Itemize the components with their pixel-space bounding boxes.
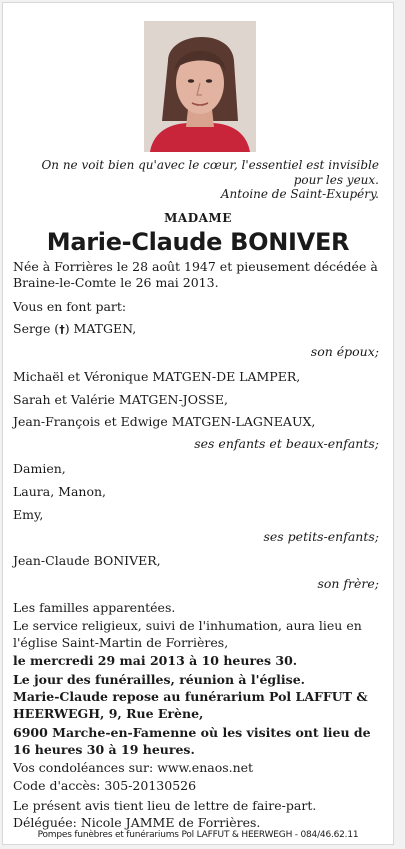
grandchildren-role: ses petits-enfants; bbox=[263, 529, 379, 544]
birth-line-2: Braine-le-Comte le 26 mai 2013. bbox=[13, 275, 219, 290]
spouse-prefix: Serge ( bbox=[13, 321, 60, 336]
notice-text: Le présent avis tient lieu de lettre de faire-part. bbox=[13, 798, 317, 813]
portrait-image bbox=[144, 21, 256, 152]
intro-text: Vous en font part: bbox=[13, 299, 127, 314]
funeral-home-line-1: Marie-Claude repose au funérarium Pol LAFFUT & bbox=[13, 689, 368, 704]
service-line-1: Le service religieux, suivi de l'inhumation, aura lieu en bbox=[13, 618, 362, 633]
spouse-surname: ) MATGEN, bbox=[64, 321, 137, 336]
deceased-name: Marie-Claude BONIVER bbox=[46, 228, 350, 256]
families-text: Les familles apparentées. bbox=[13, 600, 176, 615]
child-item: Jean-François et Edwige MATGEN-LAGNEAUX, bbox=[13, 414, 316, 429]
meeting-text: Le jour des funérailles, réunion à l'église. bbox=[13, 672, 305, 687]
child-item: Michaël et Véronique MATGEN-DE LAMPER, bbox=[13, 369, 301, 384]
service-date: le mercredi 29 mai 2013 à 10 heures 30. bbox=[13, 653, 298, 668]
quote-line-2: pour les yeux. bbox=[293, 172, 379, 187]
portrait-photo bbox=[144, 21, 256, 152]
access-code: Code d'accès: 305-20130526 bbox=[13, 778, 197, 793]
delegate-text: Déléguée: Nicole JAMME de Forrières. bbox=[13, 815, 261, 830]
epigraph-quote bbox=[39, 158, 379, 202]
obituary-notice bbox=[2, 2, 394, 845]
funeral-home-footer: Pompes funèbres et funérariums Pol LAFFUT & HEERWEGH - 084/46.62.11 bbox=[37, 830, 359, 840]
funeral-home-line-4: 16 heures 30 à 19 heures. bbox=[13, 742, 195, 757]
brother-role: son frère; bbox=[317, 576, 379, 591]
cross-icon: † bbox=[59, 323, 65, 336]
grandchild-item: Damien, bbox=[13, 461, 66, 476]
grandchild-item: Laura, Manon, bbox=[13, 484, 107, 499]
child-item: Sarah et Valérie MATGEN-JOSSE, bbox=[13, 392, 228, 407]
brother-name: Jean-Claude BONIVER, bbox=[13, 553, 161, 568]
grandchild-item: Emy, bbox=[13, 507, 44, 522]
funeral-home-line-2: HEERWEGH, 9, Rue Erène, bbox=[13, 706, 204, 721]
condolences-text: Vos condoléances sur: www.enaos.net bbox=[13, 760, 254, 775]
birth-line-1: Née à Forrières le 28 août 1947 et pieusement décédée à bbox=[13, 259, 378, 274]
funeral-home-line-3: 6900 Marche-en-Famenne où les visites ont lieu de bbox=[13, 725, 371, 740]
spouse-name bbox=[13, 321, 136, 338]
honorific-title: MADAME bbox=[164, 211, 232, 225]
quote-line-1: On ne voit bien qu'avec le cœur, l'essentiel est invisible bbox=[41, 158, 379, 172]
spouse-role: son époux; bbox=[310, 344, 379, 359]
children-role: ses enfants et beaux-enfants; bbox=[194, 436, 379, 451]
quote-author: Antoine de Saint-Exupéry. bbox=[220, 187, 379, 201]
service-line-2: l'église Saint-Martin de Forrières, bbox=[13, 635, 229, 650]
